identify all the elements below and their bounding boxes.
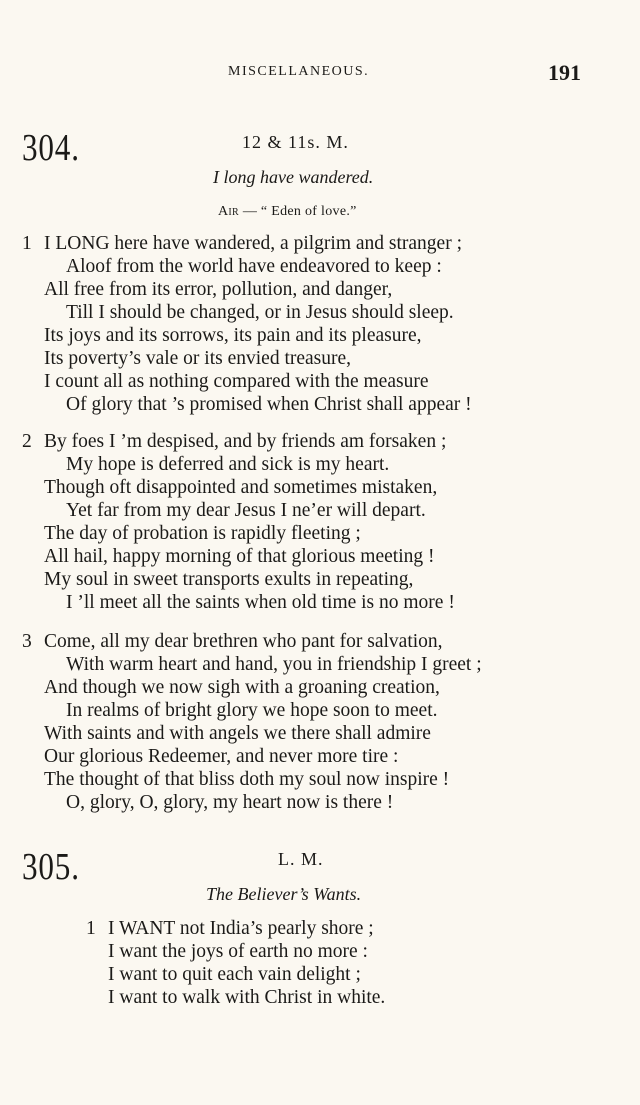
verse-line: Come, all my dear brethren who pant for salvation, [44,631,443,652]
hymn-title: I long have wandered. [213,167,374,187]
page-number: 191 [548,60,581,85]
verse-line: Our glorious Redeemer, and never more tire : [44,746,399,767]
verse-line: In realms of bright glory we hope soon to meet. [66,700,438,721]
verse-line: The day of probation is rapidly fleeting ; [44,523,361,544]
verse-line: With warm heart and hand, you in friendship I greet ; [66,654,482,675]
verse-line: I WANT not India’s pearly shore ; [108,918,374,939]
verse-line: The thought of that bliss doth my soul now inspire ! [44,769,450,790]
air-text: — “ Eden of love.” [239,204,357,219]
verse-number: 1 [86,918,96,939]
verse-line: With saints and with angels we there shall admire [44,723,431,744]
verse-line: All free from its error, pollution, and danger, [44,279,393,300]
verse-line: O, glory, O, glory, my heart now is there ! [66,792,394,813]
verse-line: I want the joys of earth no more : [108,941,368,962]
hymn-meter: 12 & 11s. M. [242,132,349,152]
hymn-title: The Believer’s Wants. [206,884,362,904]
verse-line: I want to quit each vain delight ; [108,964,361,985]
verse-line: Its poverty’s vale or its envied treasure, [44,348,352,369]
verse-line: Its joys and its sorrows, its pain and its pleasure, [44,325,422,346]
verse-line: Of glory that ’s promised when Christ shall appear ! [66,394,472,415]
hymn-number: 304. [22,127,80,169]
verse-line: All hail, happy morning of that glorious meeting ! [44,546,435,567]
verse-number: 2 [22,431,32,452]
verse-line: My soul in sweet transports exults in repeating, [44,569,414,590]
verse-line: I LONG here have wandered, a pilgrim and stranger ; [44,233,463,254]
verse-line: Though oft disappointed and sometimes mistaken, [44,477,438,498]
verse-line: I want to walk with Christ in white. [108,987,386,1008]
verse-line: By foes I ’m despised, and by friends am forsaken ; [44,431,447,452]
verse-line: I ’ll meet all the saints when old time is no more ! [66,592,455,613]
running-head: MISCELLANEOUS. [228,64,370,79]
hymn-number: 305. [22,846,80,888]
hymn-meter: L. M. [278,849,324,869]
tune-line [218,204,357,220]
verse-line: Yet far from my dear Jesus I ne’er will depart. [66,500,426,521]
verse-line: I count all as nothing compared with the measure [44,371,429,392]
air-label: Air [218,204,240,219]
verse-line: Aloof from the world have endeavored to keep : [66,256,442,277]
verse-number: 1 [22,233,32,254]
verse-line: Till I should be changed, or in Jesus should sleep. [66,302,454,323]
verse-line: And though we now sigh with a groaning creation, [44,677,440,698]
verse-line: My hope is deferred and sick is my heart. [66,454,390,475]
verse-number: 3 [22,631,32,652]
